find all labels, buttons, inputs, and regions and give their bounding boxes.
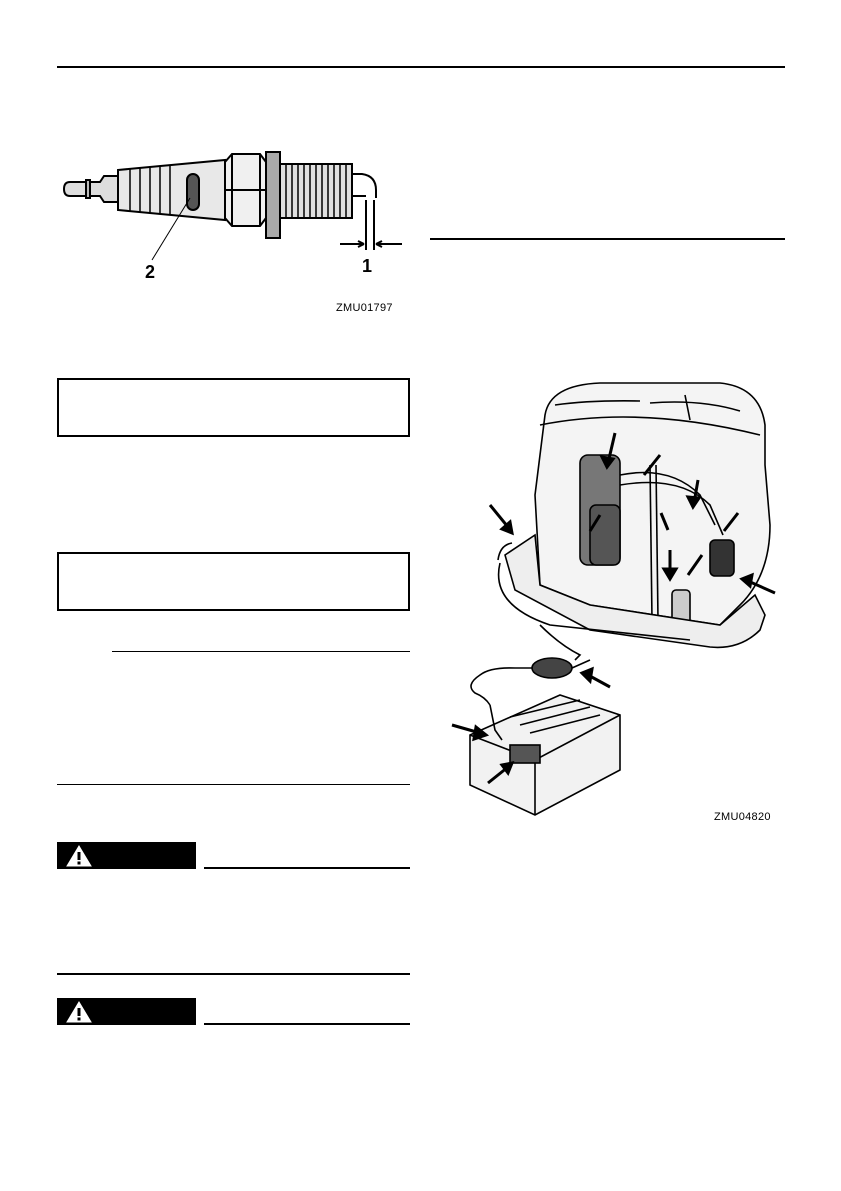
figure2-code: ZMU04820 (714, 811, 771, 823)
warning-badge-1 (57, 842, 196, 869)
spec-box-2 (57, 552, 410, 611)
header-rule (57, 66, 785, 68)
note-rule (112, 651, 410, 652)
section-rule (430, 238, 785, 240)
warning-badge-2 (57, 998, 196, 1025)
warning-rule-1 (204, 867, 410, 869)
callout-1: 1 (362, 256, 373, 276)
warning-rule-2 (204, 1023, 410, 1025)
callout-2: 2 (145, 262, 156, 282)
warning-triangle-icon (66, 845, 92, 867)
warning-end-rule-1 (57, 973, 410, 975)
warning-triangle-icon (66, 1001, 92, 1023)
fuel-system-illustration (440, 375, 790, 825)
spec-box-1 (57, 378, 410, 437)
note-end-rule (57, 784, 410, 785)
figure1-code: ZMU01797 (336, 302, 393, 314)
